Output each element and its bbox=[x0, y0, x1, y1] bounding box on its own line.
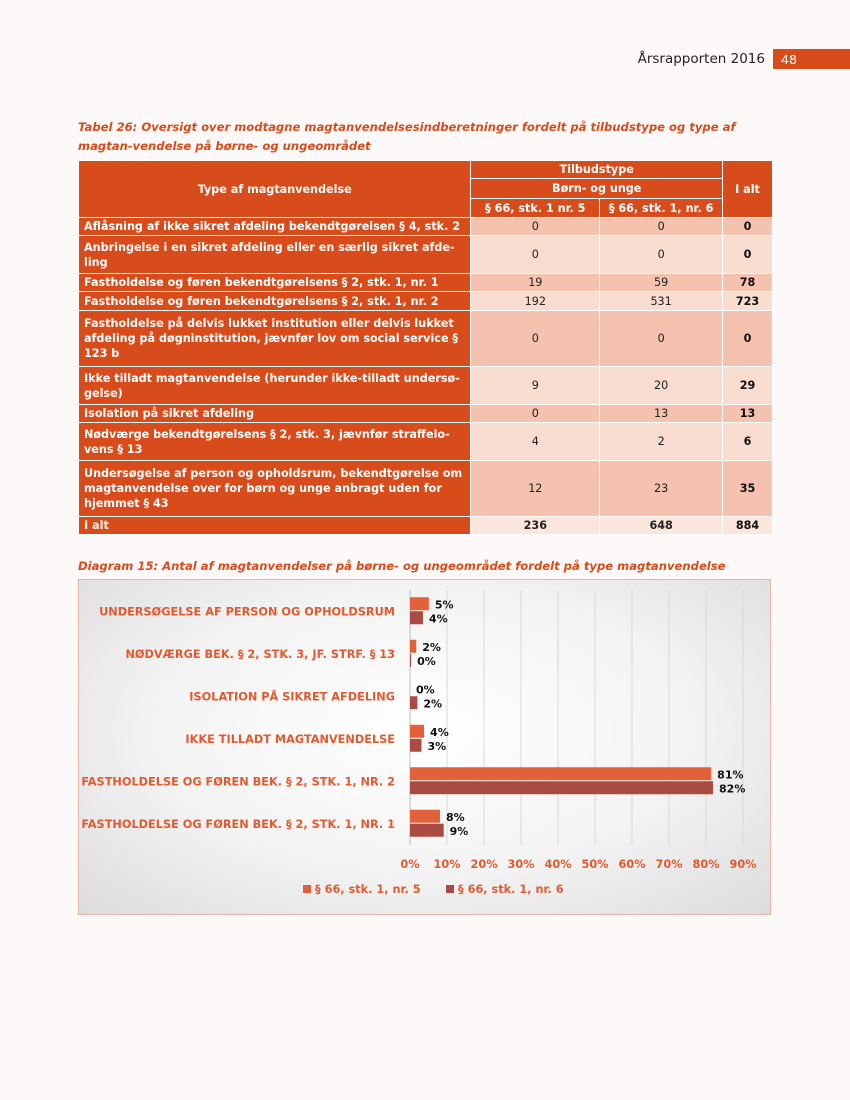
row-label: Aflåsning af ikke sikret afdeling bekendtgørelsen § 4, stk. 2 bbox=[79, 218, 471, 236]
table-row bbox=[79, 423, 773, 461]
row-value-col2: 20 bbox=[600, 367, 723, 405]
row-value-col2: 531 bbox=[600, 292, 723, 311]
row-label: Anbringelse i en sikret afdeling eller en særlig sikret afde-ling bbox=[79, 236, 471, 274]
row-total: 35 bbox=[723, 461, 773, 517]
row-value-col2: 0 bbox=[600, 311, 723, 367]
header-tilbudstype: Tilbudstype bbox=[471, 161, 723, 179]
data-label: 4% bbox=[430, 725, 449, 739]
category-label: ISOLATION PÅ SIKRET AFDELING bbox=[189, 690, 395, 704]
data-label: 8% bbox=[445, 810, 465, 824]
page-header bbox=[638, 49, 850, 69]
row-label: Nødværge bekendtgørelsens § 2, stk. 3, jævnfør straffelo-vens § 13 bbox=[79, 423, 471, 461]
bar bbox=[410, 781, 713, 794]
row-total: 0 bbox=[723, 236, 773, 274]
total-row-label: I alt bbox=[79, 517, 471, 535]
page-number: 48 bbox=[773, 49, 850, 69]
legend-label: § 66, stk. 1, nr. 6 bbox=[458, 883, 564, 896]
table-caption: Tabel 26: Oversigt over modtagne magtanvendelsesindberetninger fordelt på tilbudstype og type af magtan-vendelse på børne- og ungeområdet bbox=[78, 120, 736, 153]
row-label: Fastholdelse og føren bekendtgørelsens § 2, stk. 1, nr. 2 bbox=[79, 292, 471, 311]
row-value-col1: 9 bbox=[471, 367, 600, 405]
bar bbox=[410, 654, 411, 667]
x-tick-label: 90% bbox=[729, 858, 757, 871]
row-label: Isolation på sikret afdeling bbox=[79, 405, 471, 423]
bar bbox=[410, 767, 711, 780]
bar bbox=[410, 611, 423, 624]
report-title: Årsrapporten 2016 bbox=[637, 51, 765, 67]
diagram-caption: Diagram 15: Antal af magtanvendelser på børne- og ungeområdet fordelt på type magtanvendelse bbox=[78, 559, 726, 573]
x-tick-label: 10% bbox=[433, 858, 461, 871]
bar bbox=[410, 597, 429, 610]
x-tick-label: 60% bbox=[618, 858, 646, 871]
bar bbox=[410, 696, 417, 709]
table-row bbox=[79, 405, 773, 423]
row-value-col1: 192 bbox=[471, 292, 600, 311]
data-label: 5% bbox=[434, 598, 454, 612]
row-label: Fastholdelse på delvis lukket institution eller delvis lukket afdeling på døgninstitution, jævnfør lov om social service § 123 b bbox=[79, 311, 471, 367]
category-label: UNDERSØGELSE AF PERSON OG OPHOLDSRUM bbox=[99, 605, 395, 619]
data-label: 82% bbox=[719, 782, 746, 796]
chart-svg bbox=[79, 580, 772, 916]
bar bbox=[410, 810, 440, 823]
table-row bbox=[79, 218, 773, 236]
legend-swatch bbox=[303, 885, 311, 893]
total-value-all: 884 bbox=[723, 517, 773, 535]
data-label: 0% bbox=[417, 654, 436, 668]
total-value-col2: 648 bbox=[600, 517, 723, 535]
table-row bbox=[79, 311, 773, 367]
legend-swatch bbox=[446, 885, 454, 893]
data-label: 2% bbox=[422, 640, 441, 654]
row-value-col2: 0 bbox=[600, 218, 723, 236]
bar bbox=[410, 640, 416, 653]
header-col2: § 66, stk. 1, nr. 6 bbox=[600, 199, 723, 218]
data-label: 3% bbox=[427, 739, 447, 753]
category-label: IKKE TILLADT MAGTANVENDELSE bbox=[185, 732, 395, 746]
table-row bbox=[79, 236, 773, 274]
x-tick-label: 0% bbox=[400, 858, 420, 871]
row-value-col2: 23 bbox=[600, 461, 723, 517]
header-col1: § 66, stk. 1 nr. 5 bbox=[471, 199, 600, 218]
row-total: 723 bbox=[723, 292, 773, 311]
category-label: FASTHOLDELSE OG FØREN BEK. § 2, STK. 1, NR. 2 bbox=[81, 775, 395, 789]
x-tick-label: 30% bbox=[507, 858, 535, 871]
row-value-col1: 0 bbox=[471, 311, 600, 367]
row-value-col1: 4 bbox=[471, 423, 600, 461]
category-label: FASTHOLDELSE OG FØREN BEK. § 2, STK. 1, NR. 1 bbox=[81, 817, 395, 831]
data-label: 2% bbox=[423, 697, 443, 711]
x-tick-label: 80% bbox=[692, 858, 720, 871]
header-type: Type af magtanvendelse bbox=[79, 161, 471, 218]
row-value-col1: 0 bbox=[471, 218, 600, 236]
header-group: Børn- og unge bbox=[471, 179, 723, 199]
row-value-col2: 2 bbox=[600, 423, 723, 461]
data-label: 0% bbox=[416, 683, 435, 697]
row-value-col2: 0 bbox=[600, 236, 723, 274]
bar bbox=[410, 824, 444, 837]
row-total: 29 bbox=[723, 367, 773, 405]
row-label: Ikke tilladt magtanvendelse (herunder ikke-tilladt undersø-gelse) bbox=[79, 367, 471, 405]
row-value-col2: 59 bbox=[600, 274, 723, 292]
bar bbox=[410, 725, 424, 738]
x-tick-label: 20% bbox=[470, 858, 498, 871]
row-label: Undersøgelse af person og opholdsrum, bekendtgørelse om magtanvendelse over for børn og unge anbragt uden for hjemmet § 43 bbox=[79, 461, 471, 517]
row-total: 78 bbox=[723, 274, 773, 292]
category-label: NØDVÆRGE BEK. § 2, STK. 3, JF. STRF. § 13 bbox=[125, 647, 395, 661]
row-value-col1: 0 bbox=[471, 405, 600, 423]
x-tick-label: 40% bbox=[544, 858, 572, 871]
data-label: 4% bbox=[428, 612, 448, 626]
data-label: 9% bbox=[449, 824, 469, 838]
total-value-col1: 236 bbox=[471, 517, 600, 535]
x-tick-label: 70% bbox=[655, 858, 683, 871]
header-total: I alt bbox=[723, 161, 773, 218]
row-value-col2: 13 bbox=[600, 405, 723, 423]
table-row bbox=[79, 274, 773, 292]
row-total: 13 bbox=[723, 405, 773, 423]
legend-label: § 66, stk. 1, nr. 5 bbox=[315, 883, 421, 896]
bar-chart bbox=[78, 579, 771, 915]
row-value-col1: 0 bbox=[471, 236, 600, 274]
row-total: 0 bbox=[723, 218, 773, 236]
row-label: Fastholdelse og føren bekendtgørelsens § 2, stk. 1, nr. 1 bbox=[79, 274, 471, 292]
data-label: 81% bbox=[717, 768, 744, 782]
row-value-col1: 19 bbox=[471, 274, 600, 292]
bar bbox=[410, 739, 421, 752]
x-tick-label: 50% bbox=[581, 858, 609, 871]
row-total: 0 bbox=[723, 311, 773, 367]
table-row bbox=[79, 461, 773, 517]
table-row bbox=[79, 367, 773, 405]
table-row bbox=[79, 292, 773, 311]
data-table bbox=[78, 160, 773, 535]
table-total-row bbox=[79, 517, 773, 535]
row-value-col1: 12 bbox=[471, 461, 600, 517]
row-total: 6 bbox=[723, 423, 773, 461]
